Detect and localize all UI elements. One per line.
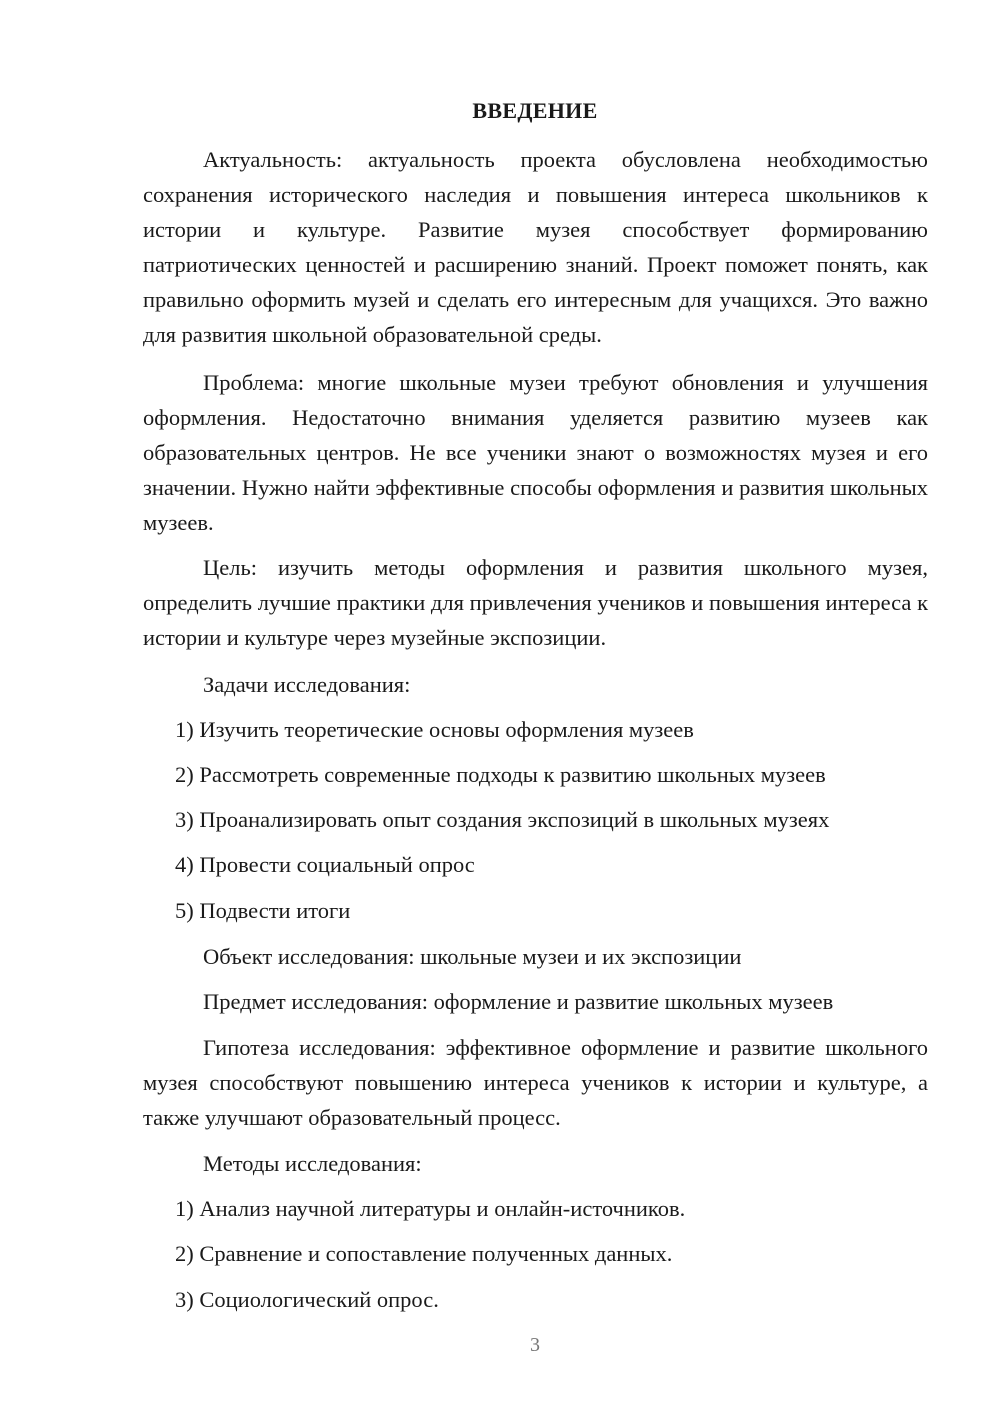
- task-item: 5) Подвести итоги: [175, 898, 351, 923]
- method-item: 1) Анализ научной литературы и онлайн-источников.: [175, 1196, 686, 1221]
- method-item: 2) Сравнение и сопоставление полученных данных.: [175, 1241, 673, 1266]
- relevance-paragraph: Актуальность: актуальность проекта обусловлена необходимостью сохранения исторического наследия и повышения интереса школьников к истории и культуре. Развитие музея способствует формированию патриотических ценностей и расширению знаний. Проект поможет понять, как правильно оформить музей и сделать его интересным для учащихся. Это важно для развития школьной образовательной среды.: [143, 147, 928, 347]
- methods-heading: Методы исследования:: [203, 1151, 422, 1176]
- problem-paragraph: Проблема: многие школьные музеи требуют обновления и улучшения оформления. Недостаточно внимания уделяется развитию музеев как образовательных центров. Не все ученики знают о возможностях музея и его значении. Нужно найти эффективные способы оформления и развития школьных музеев.: [143, 370, 928, 535]
- hypothesis-paragraph: Гипотеза исследования: эффективное оформление и развитие школьного музея способствуют повышению интереса учеников к истории и культуре, а также улучшают образовательный процесс.: [143, 1035, 928, 1130]
- method-item: 3) Социологический опрос.: [175, 1287, 439, 1312]
- task-item: 1) Изучить теоретические основы оформления музеев: [175, 717, 694, 742]
- task-item: 2) Рассмотреть современные подходы к развитию школьных музеев: [175, 762, 826, 787]
- task-item: 3) Проанализировать опыт создания экспозиций в школьных музеях: [175, 807, 830, 832]
- research-subject: Предмет исследования: оформление и развитие школьных музеев: [203, 989, 834, 1014]
- goal-paragraph: Цель: изучить методы оформления и развития школьного музея, определить лучшие практики для привлечения учеников и повышения интереса к истории и культуре через музейные экспозиции.: [143, 555, 928, 650]
- research-object: Объект исследования: школьные музеи и их экспозиции: [203, 944, 742, 969]
- page-number: 3: [530, 1334, 540, 1356]
- page-title: ВВЕДЕНИЕ: [472, 98, 598, 123]
- tasks-heading: Задачи исследования:: [203, 672, 411, 697]
- task-item: 4) Провести социальный опрос: [175, 852, 475, 877]
